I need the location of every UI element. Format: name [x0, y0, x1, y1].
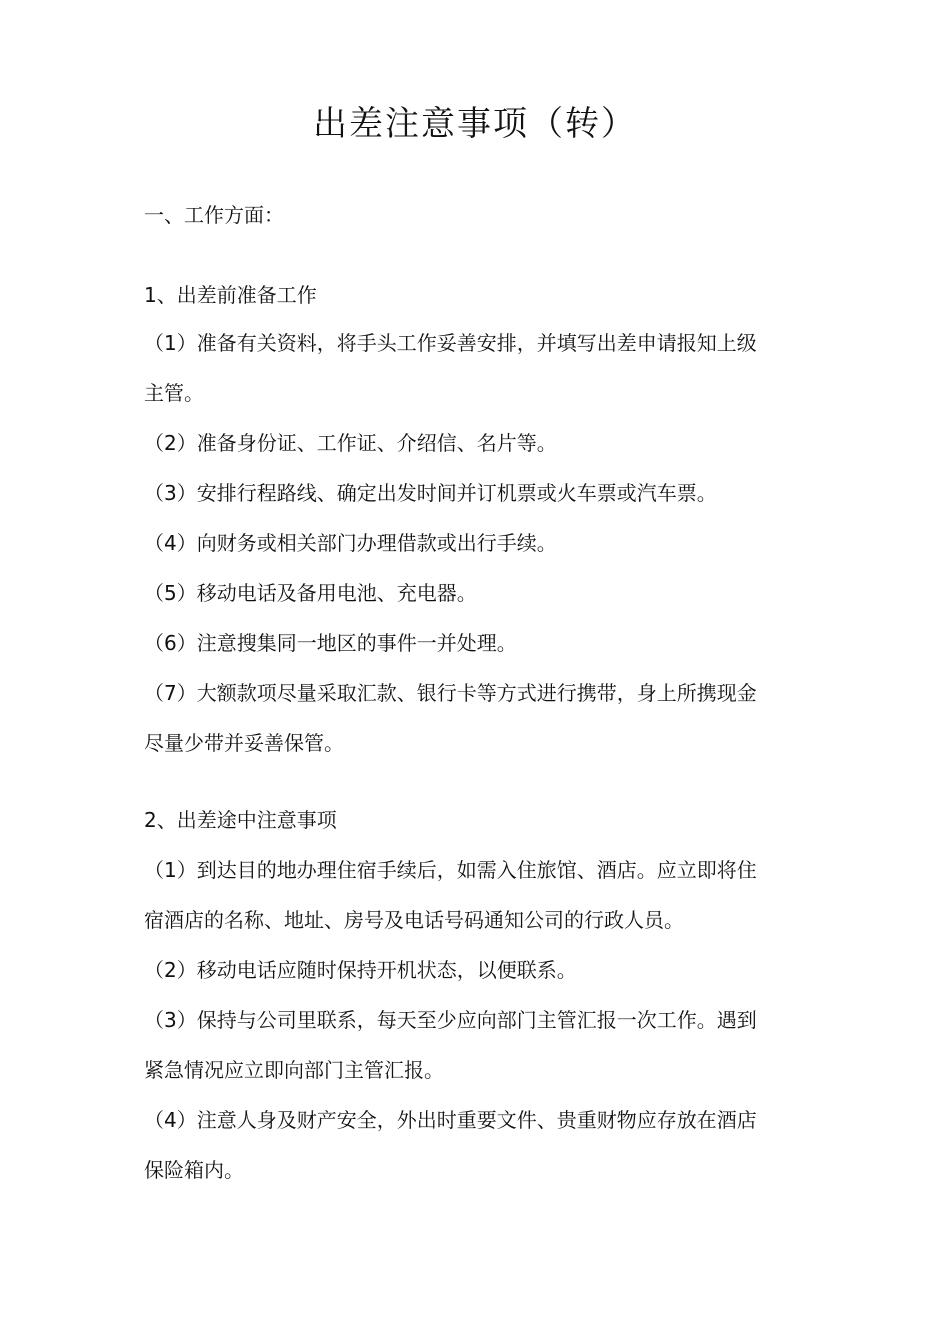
paragraph-line: （2）准备身份证、工作证、介绍信、名片等。 — [144, 431, 557, 455]
paragraph-line: （6）注意搜集同一地区的事件一并处理。 — [144, 631, 517, 655]
section-heading: 一、工作方面： — [144, 203, 284, 227]
paragraph-line: （1）到达目的地办理住宿手续后，如需入住旅馆、酒店。应立即将住 — [144, 858, 757, 882]
document-title: 出差注意事项（转） — [313, 104, 637, 144]
paragraph-line: （5）移动电话及备用电池、充电器。 — [144, 581, 477, 605]
paragraph-line: 紧急情况应立即向部门主管汇报。 — [144, 1058, 444, 1082]
paragraph-line: 保险箱内。 — [144, 1158, 244, 1182]
paragraph-line: （4）向财务或相关部门办理借款或出行手续。 — [144, 531, 557, 555]
subsection-heading-1: 1、出差前准备工作 — [144, 283, 317, 307]
paragraph-line: （1）准备有关资料，将手头工作妥善安排，并填写出差申请报知上级 — [144, 331, 757, 355]
paragraph-line: （3）安排行程路线、确定出发时间并订机票或火车票或汽车票。 — [144, 481, 717, 505]
paragraph-line: （7）大额款项尽量采取汇款、银行卡等方式进行携带，身上所携现金 — [144, 681, 757, 705]
paragraph-line: 主管。 — [144, 381, 204, 405]
paragraph-line: （4）注意人身及财产安全，外出时重要文件、贵重财物应存放在酒店 — [144, 1108, 757, 1132]
paragraph-line: 宿酒店的名称、地址、房号及电话号码通知公司的行政人员。 — [144, 908, 684, 932]
paragraph-line: （2）移动电话应随时保持开机状态，以便联系。 — [144, 958, 577, 982]
subsection-heading-2: 2、出差途中注意事项 — [144, 808, 337, 832]
paragraph-line: 尽量少带并妥善保管。 — [144, 731, 344, 755]
paragraph-line: （3）保持与公司里联系，每天至少应向部门主管汇报一次工作。遇到 — [144, 1008, 757, 1032]
